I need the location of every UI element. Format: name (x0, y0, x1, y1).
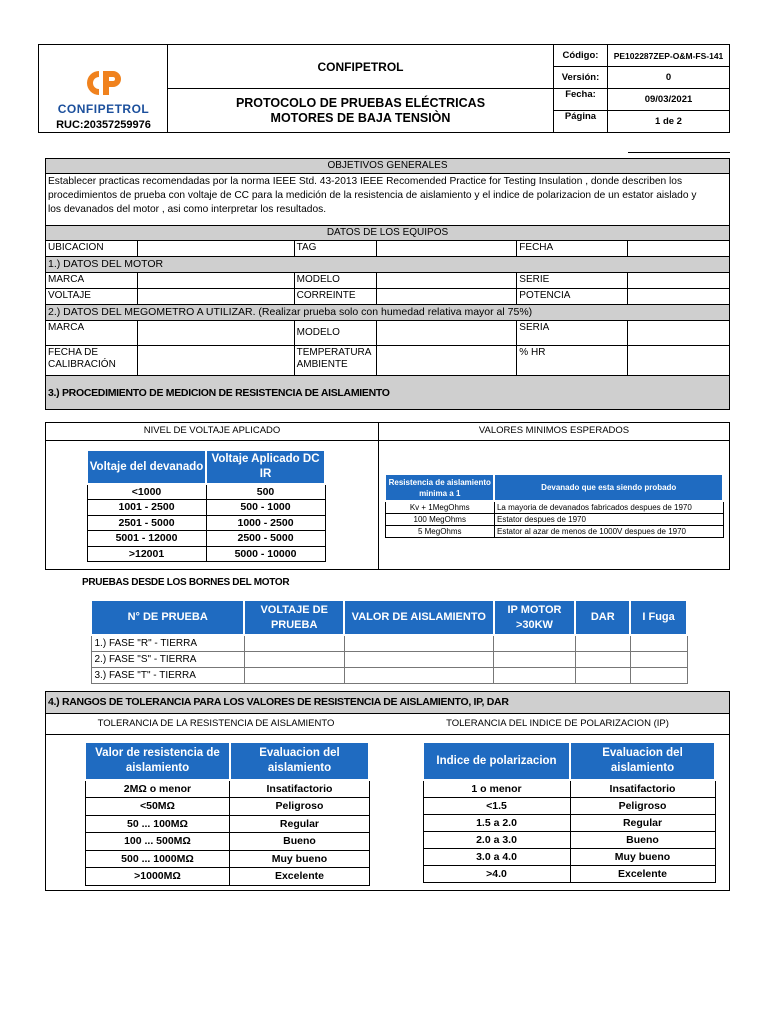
prueba-row-cell[interactable] (244, 667, 344, 683)
nivel-row (87, 500, 325, 516)
codigo-label: Código: (554, 45, 608, 67)
nivel-row (87, 515, 325, 531)
ip-row-cell: <1.5 (423, 797, 570, 814)
resistencia-row-cell: <50MΩ (85, 798, 230, 816)
prueba-row-cell[interactable] (575, 635, 630, 651)
humedad-field[interactable] (628, 346, 730, 376)
ip-row (423, 865, 715, 882)
nivel-row-cell: >12001 (87, 546, 206, 562)
prueba-row-cell[interactable] (244, 651, 344, 667)
objetivos-title: OBJETIVOS GENERALES (46, 159, 730, 174)
prueba-row-cell[interactable] (244, 635, 344, 651)
nivel-row-cell: 5000 - 10000 (206, 546, 325, 562)
ip-row-cell: Regular (570, 814, 715, 831)
ip-row-cell: 1.5 a 2.0 (423, 814, 570, 831)
prueba-row (91, 651, 687, 667)
datos-equipos-title: DATOS DE LOS EQUIPOS (46, 226, 730, 241)
general-form (45, 158, 730, 410)
box-header-rule (46, 440, 729, 441)
nivel-voltaje-table (86, 449, 326, 562)
fecha-calibracion-line-1: FECHA DE (48, 347, 99, 358)
pruebas-header-0: N° DE PRUEBA (91, 600, 244, 635)
nivel-header-1: Voltaje Aplicado DC IR (206, 450, 325, 484)
tolerancia-resistencia-label: TOLERANCIA DE LA RESISTENCIA DE AISLAMIENTO (97, 718, 335, 729)
version-label: Versión: (554, 67, 608, 89)
divider-line (628, 152, 730, 153)
prueba-row-cell[interactable] (344, 651, 494, 667)
title-line-2: MOTORES DE BAJA TENSIÒN (270, 110, 451, 125)
document-title (168, 89, 554, 133)
serie-label: SERIE (517, 273, 628, 289)
voltage-box (45, 422, 730, 570)
nivel-voltaje-label: NIVEL DE VOLTAJE APLICADO (143, 425, 281, 436)
prueba-row (91, 667, 687, 683)
minimos-row-cell: Estator al azar de menos de 1000V despues de 1970 (494, 525, 723, 537)
codigo-value: PE102287ZEP-O&M-FS-141 (608, 45, 730, 67)
title-line-1: PROTOCOLO DE PRUEBAS ELÉCTRICAS (235, 95, 486, 110)
ip-row (423, 780, 715, 797)
modelo-field[interactable] (376, 273, 517, 289)
ip-header-1: Evaluacion del aislamiento (570, 742, 715, 780)
document-header (38, 44, 730, 133)
temperatura-field[interactable] (376, 346, 517, 376)
ip-row-cell: Excelente (570, 865, 715, 882)
modelo2-label: MODELO (294, 321, 376, 346)
voltaje-label: VOLTAJE (46, 289, 138, 305)
minimos-row (385, 501, 723, 513)
nivel-row-cell: <1000 (87, 484, 206, 500)
procedimiento-title: 3.) PROCEDIMIENTO DE MEDICION DE RESISTENCIA DE AISLAMIENTO (46, 376, 730, 410)
resistencia-row (85, 798, 369, 816)
resistencia-row-cell: 2MΩ o menor (85, 780, 230, 798)
fecha-calibracion-line-2: CALIBRACIÓN (48, 359, 116, 370)
resistencia-row-cell: Excelente (230, 868, 369, 886)
fecha-calibracion-label (46, 346, 138, 376)
modelo-label: MODELO (294, 273, 376, 289)
marca2-label: MARCA (46, 321, 138, 346)
resistencia-header-1: Evaluacion del aislamiento (230, 742, 369, 780)
pagina-label: Página (554, 111, 608, 133)
voltaje-field[interactable] (137, 289, 294, 305)
resistencia-row-cell: Muy bueno (230, 850, 369, 868)
temperatura-line-2: AMBIENTE (296, 359, 348, 370)
minimos-row-cell: La mayoria de devanados fabricados despues de 1970 (494, 501, 723, 513)
ip-row (423, 831, 715, 848)
prueba-row (91, 635, 687, 651)
seria-label: SERIA (517, 321, 628, 346)
ip-row-cell: Muy bueno (570, 848, 715, 865)
serie-field[interactable] (628, 273, 730, 289)
valores-minimos-table (384, 473, 724, 538)
nivel-row-cell: 1001 - 2500 (87, 500, 206, 516)
minimos-row-cell: Kv + 1MegOhms (385, 501, 494, 513)
megometro-section-title: 2.) DATOS DEL MEGOMETRO A UTILIZAR. (Realizar prueba solo con humedad relativa mayor al 75%) (46, 305, 730, 321)
resistencia-row (85, 850, 369, 868)
nivel-row (87, 484, 325, 500)
confipetrol-logo (39, 67, 168, 116)
objetivos-line-1: Establecer practicas recomendadas por la norma IEEE Std. 43-2013 IEEE Recomended Practice for Testing Insulation , donde describen los (48, 176, 683, 187)
resistencia-row-cell: Insatifactorio (230, 780, 369, 798)
box-divider (378, 423, 379, 569)
ubicacion-label: UBICACION (46, 241, 138, 257)
fecha-form-label: FECHA (517, 241, 628, 257)
ruc-number: RUC:20357259976 (56, 119, 151, 131)
prueba-row-cell[interactable] (575, 667, 630, 683)
prueba-row-cell[interactable] (575, 651, 630, 667)
temperatura-label (294, 346, 376, 376)
potencia-field[interactable] (628, 289, 730, 305)
prueba-row-cell[interactable] (630, 635, 687, 651)
marca-field[interactable] (137, 273, 294, 289)
fecha-label: Fecha: (554, 89, 608, 111)
potencia-label: POTENCIA (517, 289, 628, 305)
valores-minimos-label: VALORES MINIMOS ESPERADOS (478, 425, 630, 436)
minimos-row (385, 525, 723, 537)
ip-row-cell: Peligroso (570, 797, 715, 814)
ip-row-cell: 2.0 a 3.0 (423, 831, 570, 848)
prueba-row-cell: 1.) FASE "R" - TIERRA (91, 635, 244, 651)
corriente-label: CORREINTE (294, 289, 376, 305)
resistencia-row-cell: 100 ... 500MΩ (85, 833, 230, 851)
nivel-row (87, 546, 325, 562)
prueba-row-cell: 2.) FASE "S" - TIERRA (91, 651, 244, 667)
fecha-field[interactable] (628, 241, 730, 257)
ip-row (423, 814, 715, 831)
motor-section-title: 1.) DATOS DEL MOTOR (46, 257, 730, 273)
pruebas-header-3: IP MOTOR >30KW (494, 600, 576, 635)
minimos-row-cell: Estator despues de 1970 (494, 513, 723, 525)
prueba-row-cell[interactable] (494, 651, 576, 667)
rangos-title: 4.) RANGOS DE TOLERANCIA PARA LOS VALORES DE RESISTENCIA DE AISLAMIENTO, IP, DAR (48, 696, 509, 708)
corriente-field[interactable] (376, 289, 517, 305)
pruebas-header-5: I Fuga (630, 600, 687, 635)
pruebas-header-2: VALOR DE AISLAMIENTO (344, 600, 494, 635)
resistencia-row-cell: 500 ... 1000MΩ (85, 850, 230, 868)
tolerancia-ip-label: TOLERANCIA DEL INDICE DE POLARIZACION (IP) (446, 718, 669, 729)
prueba-row-cell: 3.) FASE "T" - TIERRA (91, 667, 244, 683)
humedad-label: % HR (517, 346, 628, 376)
ip-table (422, 741, 716, 883)
ip-row (423, 797, 715, 814)
marca2-field[interactable] (137, 321, 294, 346)
tag-field[interactable] (376, 241, 517, 257)
resistencia-table (84, 741, 370, 886)
nivel-row-cell: 500 - 1000 (206, 500, 325, 516)
pruebas-title: PRUEBAS DESDE LOS BORNES DEL MOTOR (82, 577, 290, 588)
marca-label: MARCA (46, 273, 138, 289)
prueba-row-cell[interactable] (344, 635, 494, 651)
ubicacion-field[interactable] (137, 241, 294, 257)
ip-row (423, 848, 715, 865)
pruebas-header-4: DAR (575, 600, 630, 635)
resistencia-row-cell: Peligroso (230, 798, 369, 816)
logo-cell (39, 45, 168, 133)
resistencia-row-cell: Bueno (230, 833, 369, 851)
ip-row-cell: >4.0 (423, 865, 570, 882)
prueba-row-cell[interactable] (630, 667, 687, 683)
ip-row-cell: Insatifactorio (570, 780, 715, 797)
prueba-row-cell[interactable] (494, 667, 576, 683)
ip-row-cell: 1 o menor (423, 780, 570, 797)
minimos-header-0: Resistencia de aislamiento minima a 1 (385, 474, 494, 501)
fecha-calibracion-field[interactable] (137, 346, 294, 376)
nivel-row-cell: 1000 - 2500 (206, 515, 325, 531)
objetivos-line-3: los devanados del motor , asi como interpretar los resultados. (48, 204, 327, 215)
minimos-row-cell: 100 MegOhms (385, 513, 494, 525)
rangos-rule (46, 734, 729, 735)
cp-logo-icon (79, 67, 129, 99)
pruebas-table (90, 599, 688, 684)
nivel-row-cell: 5001 - 12000 (87, 531, 206, 547)
fecha-value: 09/03/2021 (608, 89, 730, 111)
nivel-row-cell: 2500 - 5000 (206, 531, 325, 547)
nivel-row-cell: 500 (206, 484, 325, 500)
resistencia-row (85, 868, 369, 886)
prueba-row-cell[interactable] (494, 635, 576, 651)
minimos-row (385, 513, 723, 525)
nivel-header-0: Voltaje del devanado (87, 450, 206, 484)
resistencia-header-0: Valor de resistencia de aislamiento (85, 742, 230, 780)
resistencia-row (85, 780, 369, 798)
rangos-box (45, 691, 730, 891)
nivel-row (87, 531, 325, 547)
logo-wordmark: CONFIPETROL (57, 102, 150, 116)
prueba-row-cell[interactable] (344, 667, 494, 683)
objetivos-line-2: procedimientos de prueba con voltaje de CC para la medición de la resistencia de aislamiento y el indice de polarizacion de un estator aislado y (48, 190, 697, 201)
nivel-row-cell: 2501 - 5000 (87, 515, 206, 531)
ip-header-0: Indice de polarizacion (423, 742, 570, 780)
version-value: 0 (608, 67, 730, 89)
ip-row-cell: 3.0 a 4.0 (423, 848, 570, 865)
resistencia-row (85, 833, 369, 851)
resistencia-row (85, 815, 369, 833)
tag-label: TAG (294, 241, 376, 257)
seria-field[interactable] (628, 321, 730, 346)
resistencia-row-cell: 50 ... 100MΩ (85, 815, 230, 833)
objetivos-text (46, 174, 730, 226)
minimos-header-1: Devanado que esta siendo probado (494, 474, 723, 501)
modelo2-field[interactable] (376, 321, 517, 346)
resistencia-row-cell: >1000MΩ (85, 868, 230, 886)
ip-row-cell: Bueno (570, 831, 715, 848)
company-name: CONFIPETROL (168, 45, 554, 89)
temperatura-line-1: TEMPERATURA (296, 347, 372, 358)
prueba-row-cell[interactable] (630, 651, 687, 667)
resistencia-row-cell: Regular (230, 815, 369, 833)
pruebas-header-1: VOLTAJE DE PRUEBA (244, 600, 344, 635)
pagina-value: 1 de 2 (608, 111, 730, 133)
minimos-row-cell: 5 MegOhms (385, 525, 494, 537)
rangos-title-bar (46, 692, 729, 714)
